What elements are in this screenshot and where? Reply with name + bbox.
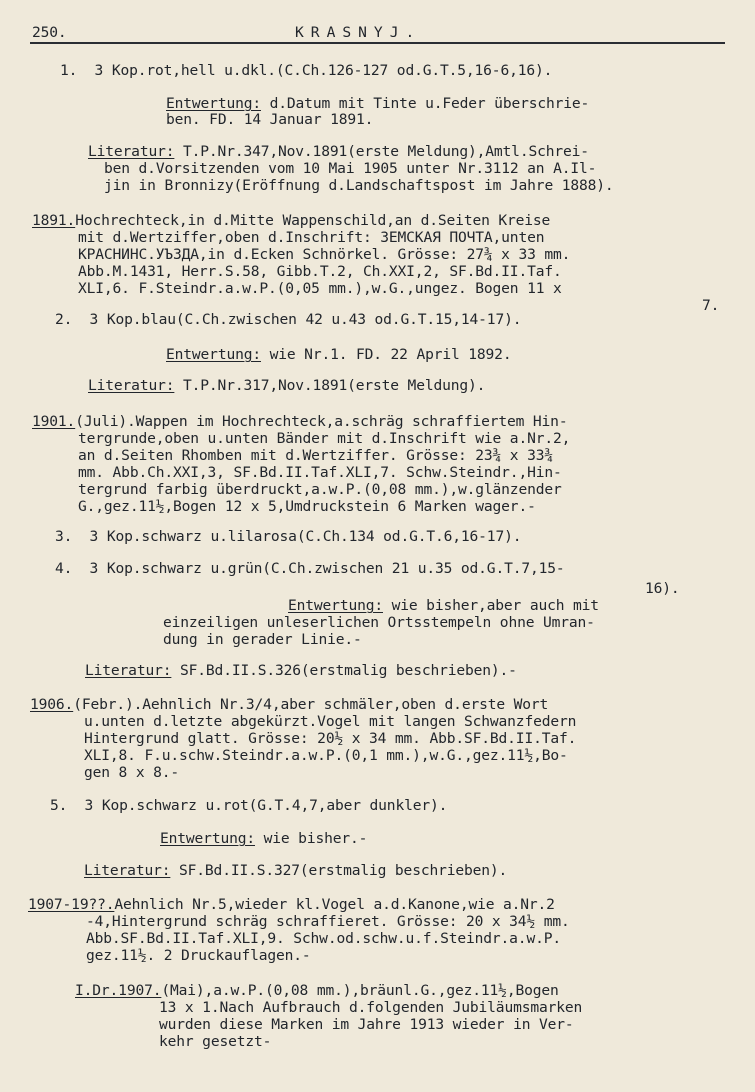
text-line: КРАСНИНС.УЪЗДА,in d.Ecken Schnörkel. Grösse: 27¾ x 33 mm. <box>78 246 571 263</box>
issue-year: 1907-19??. <box>28 896 115 913</box>
text-line: dung in gerader Linie.- <box>163 631 362 648</box>
text-line: ben d.Vorsitzenden vom 10 Mai 1905 unter Nr.3112 an A.Il- <box>104 160 597 177</box>
text-line: mm. Abb.Ch.XXI,3, SF.Bd.II.Taf.XLI,7. Schw.Steindr.,Hin- <box>78 464 562 481</box>
cancellation-label: Entwertung: <box>166 346 261 363</box>
text-line: 16). <box>645 580 680 597</box>
text-line: u.unten d.letzte abgekürzt.Vogel mit langen Schwanzfedern <box>84 713 577 730</box>
issue-year: 1901. <box>32 413 76 430</box>
entry-5-cancellation: Entwertung: wie bisher.- <box>160 830 368 847</box>
header-rule <box>30 42 725 44</box>
issue-1906: 1906.(Febr.).Aehnlich Nr.3/4,aber schmäler,oben d.erste Wort <box>30 696 549 713</box>
text-line: XLI,6. F.Steindr.a.w.P.(0,05 mm.),w.G.,ungez. Bogen 11 x <box>78 280 562 297</box>
entry-5-literature: Literatur: SF.Bd.II.S.327(erstmalig beschrieben). <box>84 862 508 879</box>
entry-1-stamp: 1. 3 Kop.rot,hell u.dkl.(C.Ch.126-127 od.G.T.5,16-6,16). <box>60 62 553 79</box>
entry-34-cancellation: Entwertung: wie bisher,aber auch mit <box>288 597 599 614</box>
text-line: G.,gez.11½,Bogen 12 x 5,Umdruckstein 6 Marken wager.- <box>78 498 536 515</box>
entry-5-stamp: 5. 3 Kop.schwarz u.rot(G.T.4,7,aber dunkler). <box>50 797 448 814</box>
entry-2-literature: Literatur: T.P.Nr.317,Nov.1891(erste Meldung). <box>88 377 486 394</box>
entry-4-stamp: 4. 3 Kop.schwarz u.grün(C.Ch.zwischen 21 u.35 od.G.T.7,15- <box>55 560 565 577</box>
text-line: tergrunde,oben u.unten Bänder mit d.Inschrift wie a.Nr.2, <box>78 430 571 447</box>
printing-label: I.Dr.1907. <box>75 982 162 999</box>
text-line: tergrund farbig überdruckt,a.w.P.(0,08 mm.),w.glänzender <box>78 481 562 498</box>
page-title: KRASNYJ. <box>295 24 422 41</box>
first-printing: I.Dr.1907.(Mai),a.w.P.(0,08 mm.),bräunl.G.,gez.11½,Bogen <box>75 982 559 999</box>
page-number: 250. <box>32 24 67 41</box>
text-line: 13 x 1.Nach Aufbrauch d.folgenden Jubiläumsmarken <box>159 999 583 1016</box>
text-line: 7. <box>702 297 720 314</box>
issue-year: 1906. <box>30 696 74 713</box>
text-line: gen 8 x 8.- <box>84 764 179 781</box>
text-line: wurden diese Marken im Jahre 1913 wieder in Ver- <box>159 1016 574 1033</box>
literature-label: Literatur: <box>88 143 175 160</box>
text-line: jin in Bronnizy(Eröffnung d.Landschaftspost im Jahre 1888). <box>104 177 614 194</box>
text-line: -4,Hintergrund schräg schraffieret. Grösse: 20 x 34½ mm. <box>86 913 570 930</box>
cancellation-label: Entwertung: <box>166 95 261 112</box>
issue-1901: 1901.(Juli).Wappen im Hochrechteck,a.schräg schraffiertem Hin- <box>32 413 568 430</box>
text-line: XLI,8. F.u.schw.Steindr.a.w.P.(0,1 mm.),w.G.,gez.11½,Bo- <box>84 747 568 764</box>
text-line: gez.11½. 2 Druckauflagen.- <box>86 947 311 964</box>
entry-1-cancellation: Entwertung: d.Datum mit Tinte u.Feder überschrie- <box>166 95 590 112</box>
text-line: kehr gesetzt- <box>159 1033 272 1050</box>
literature-label: Literatur: <box>88 377 175 394</box>
literature-label: Literatur: <box>84 862 171 879</box>
cancellation-label: Entwertung: <box>288 597 383 614</box>
text-line: Abb.M.1431, Herr.S.58, Gibb.T.2, Ch.XXI,2, SF.Bd.II.Taf. <box>78 263 562 280</box>
entry-1-literature: Literatur: T.P.Nr.347,Nov.1891(erste Meldung),Amtl.Schrei- <box>88 143 589 160</box>
entry-2-cancellation: Entwertung: wie Nr.1. FD. 22 April 1892. <box>166 346 512 363</box>
text-line: ben. FD. 14 Januar 1891. <box>166 111 374 128</box>
issue-1907: 1907-19??.Aehnlich Nr.5,wieder kl.Vogel a.d.Kanone,wie a.Nr.2 <box>28 896 555 913</box>
text-line: an d.Seiten Rhomben mit d.Wertziffer. Grösse: 23¾ x 33¾ <box>78 447 553 464</box>
text-line: Hintergrund glatt. Grösse: 20½ x 34 mm. Abb.SF.Bd.II.Taf. <box>84 730 577 747</box>
literature-label: Literatur: <box>85 662 172 679</box>
text-line: einzeiligen unleserlichen Ortsstempeln ohne Umran- <box>163 614 595 631</box>
text-line: mit d.Wertziffer,oben d.Inschrift: ЗЕМСКАЯ ПОЧТА,unten <box>78 229 545 246</box>
text-line: Abb.SF.Bd.II.Taf.XLI,9. Schw.od.schw.u.f.Steindr.a.w.P. <box>86 930 561 947</box>
entry-3-stamp: 3. 3 Kop.schwarz u.lilarosa(C.Ch.134 od.G.T.6,16-17). <box>55 528 522 545</box>
entry-34-literature: Literatur: SF.Bd.II.S.326(erstmalig beschrieben).- <box>85 662 517 679</box>
issue-year: 1891. <box>32 212 76 229</box>
cancellation-label: Entwertung: <box>160 830 255 847</box>
issue-1891: 1891.Hochrechteck,in d.Mitte Wappenschild,an d.Seiten Kreise <box>32 212 551 229</box>
entry-2-stamp: 2. 3 Kop.blau(C.Ch.zwischen 42 u.43 od.G.T.15,14-17). <box>55 311 522 328</box>
